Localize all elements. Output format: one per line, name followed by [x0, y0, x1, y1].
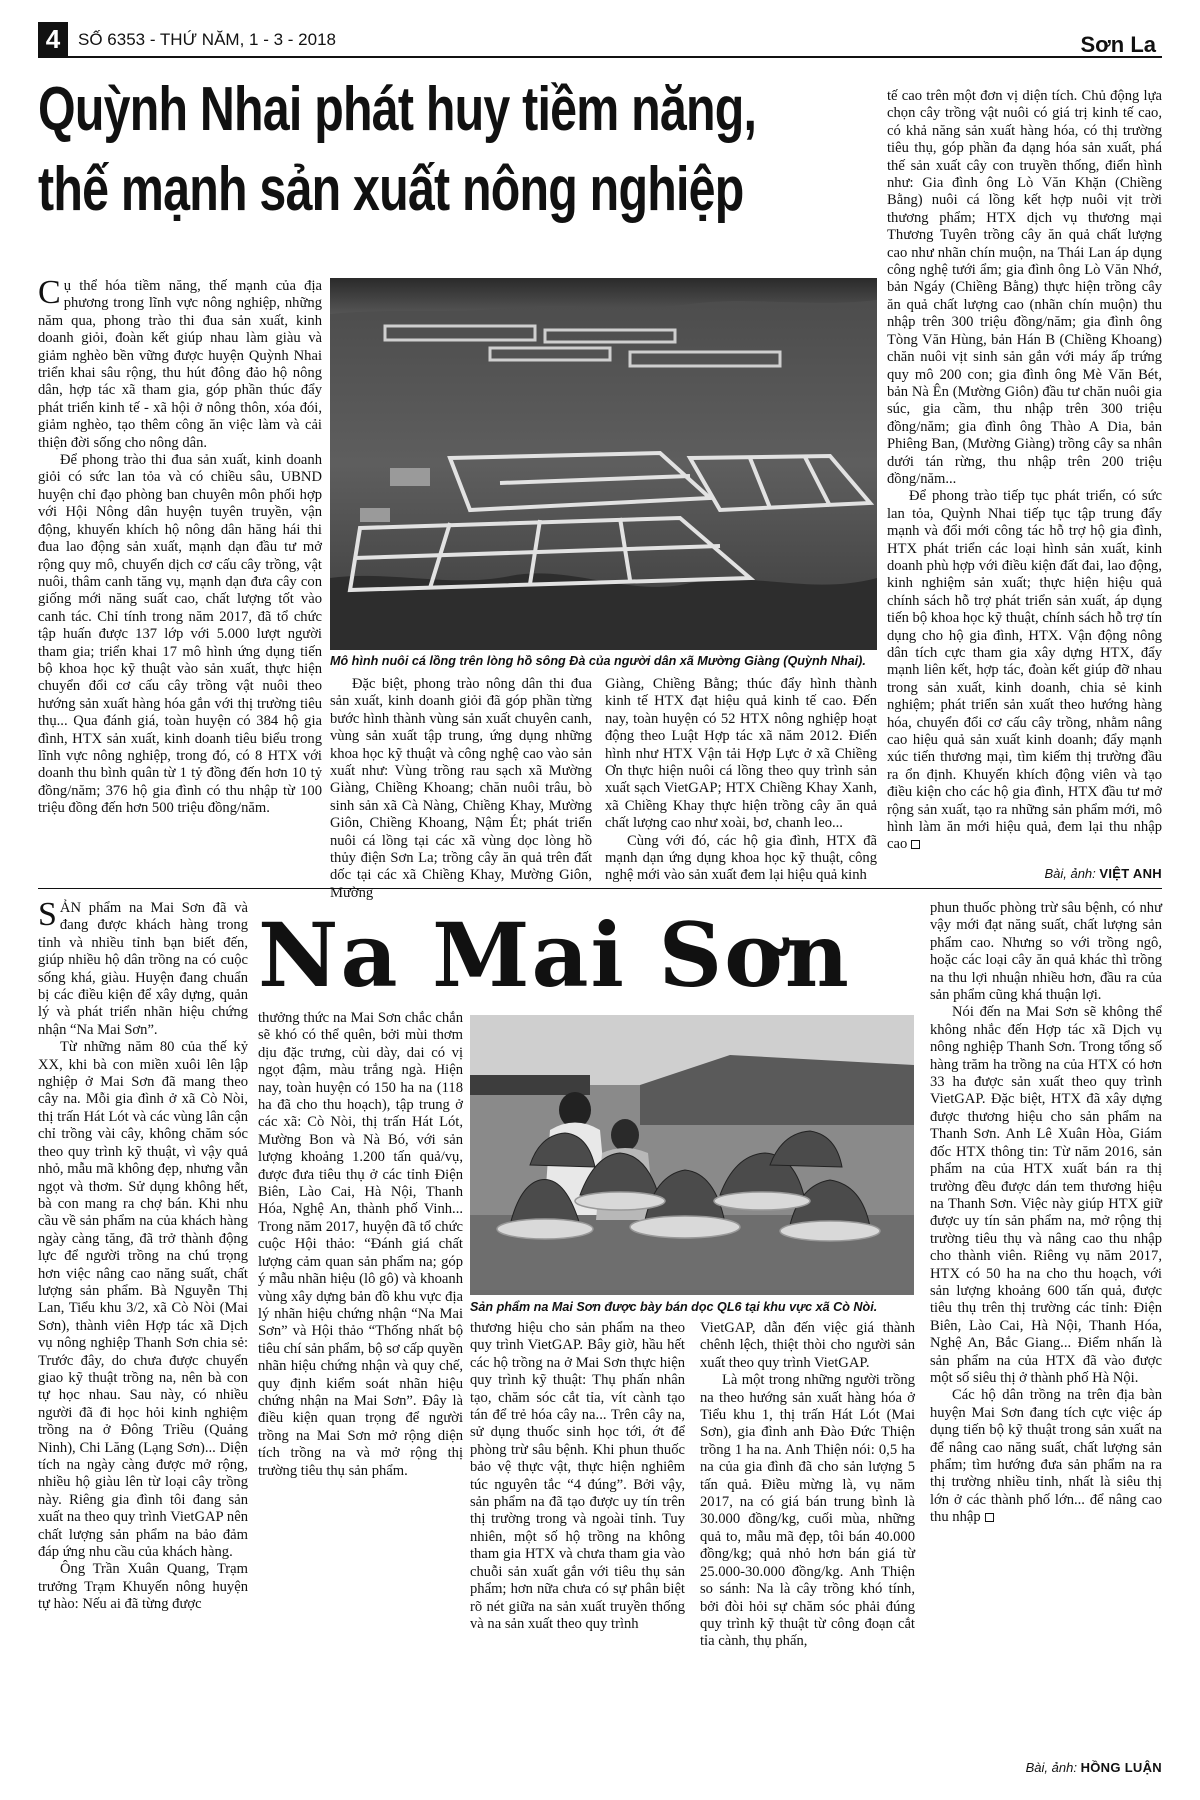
paragraph: SẢN phẩm na Mai Sơn đã và đang được khách hàng trong tỉnh và nhiều tỉnh bạn biết đến, giúp nhiều hộ dân trồng na có cuộc sống khá, giàu. Huyện đang chuẩn bị các điều kiện để xây dựng, quản lý và phát triển nhãn hiệu chứng nhận “Na Mai Sơn”.: [38, 896, 248, 1038]
article2-title: Na Mai Sơn: [258, 903, 851, 1007]
paragraph: thưởng thức na Mai Sơn chắc chắn sẽ khó có thể quên, bởi mùi thơm dịu đặc trưng, cùi dày, dai có vị ngọt đậm, màu trắng ngà. Hiện nay, toàn huyện có 150 ha na (118 ha đã cho thu hoạch), tập trung ở các xã: Cò Nòi, thị trấn Hát Lót, Mường Bon và Nà Bó, với sản lượng khoảng 1.200 tấn quả/vụ, được đưa tiêu thụ ở các tỉnh Điện Biên, Lào Cai, Hà Nội, Thanh Hóa, Nghệ An, thành phố Vinh... Trong năm 2017, huyện đã tổ chức cuộc Hội thảo: “Đánh giá chất lượng cảm quan sản phẩm na; góp ý mẫu nhãn hiệu (lô gô) và khoanh vùng xây dựng bản đồ khu vực địa lý nhãn hiệu chứng nhận “Na Mai Sơn” và Hội thảo “Thống nhất bộ tiêu chí sản phẩm, bộ sơ cấp quyền nhãn hiệu chứng nhận và quy chế, quy định kiểm soát nhãn hiệu chứng nhận na Mai Sơn”. Đây là điều kiện quan trọng để người trồng na Mai Sơn mở rộng diện tích trồng na và mở rộng thị trường tiêu thụ sản phẩm.: [258, 1010, 463, 1479]
end-mark-icon: [911, 840, 920, 849]
paragraph: thương hiệu cho sản phẩm na theo quy trình VietGAP. Bây giờ, hầu hết các hộ trồng na ở Mai Sơn thực hiện quy trình kỹ thuật: Thụ phấn nhân tạo, chăm sóc cắt tỉa, vít cành tạo tán để trẻ hóa cây na... Trên cây na, sử dụng thuốc sinh học tới, ớt để phòng trừ sâu bệnh. Khi phun thuốc bảo vệ thực vật, thực hiện nghiêm túc nguyên tắc “4 đúng”. Bởi vậy, sản phẩm na đã tạo được uy tín trên thị trường trong và ngoài tỉnh. Tuy nhiên, một số hộ trồng na không tham gia HTX và chưa tham gia vào chuỗi sản xuất gắn với tiêu thụ sản phẩm; hơn nữa chưa có sự phân biệt rõ nét giữa na sản xuất truyền thống và na sản xuất theo quy trình: [470, 1320, 685, 1632]
article2-byline: [930, 1760, 1162, 1775]
byline-author: HỒNG LUẬN: [1080, 1760, 1162, 1775]
paragraph: Để phong trào thi đua sản xuất, kinh doanh giỏi có sức lan tỏa và có chiều sâu, UBND huyện chỉ đạo phòng ban chuyên môn phối hợp với Hội Nông dân huyện tuyên truyền, vận động, khuyến khích hộ nông dân hăng hái thi đua lao động sản xuất, mạnh dạn đầu tư mở rộng quy mô, chuyển dịch cơ cấu cây trồng, vật nuôi, thâm canh tăng vụ, mạnh dạn đưa cây con giống mới năng suất cao, chất lượng tốt vào canh tác. Chỉ tính trong năm 2017, đã tổ chức tập huấn được 137 lớp với 5.000 lượt người tham gia; triển khai 17 mô hình ứng dụng tiến bộ khoa học kỹ thuật vào sản xuất, thực hiện chuyển đổi cơ cấu cây trồng vật nuôi theo hướng sản xuất hàng hóa gắn với thị trường tiêu thụ... Qua đánh giá, toàn huyện có 384 hộ gia đình, HTX sản xuất, kinh doanh tiêu biểu trong lĩnh vực nông nghiệp, trong đó, có 8 HTX với doanh thu bình quân từ 1 tỷ đồng đến hơn 10 tỷ đồng/năm; 376 hộ gia đình có thu nhập từ 100 triệu đồng đến hơn 500 triệu đồng/năm.: [38, 452, 322, 817]
page-number: 4: [38, 22, 68, 56]
article2-column-5: [930, 900, 1162, 1758]
article-divider: [38, 888, 1162, 889]
byline-prefix: Bài, ảnh:: [1025, 1760, 1077, 1775]
article1-photo-caption: Mô hình nuôi cá lồng trên lòng hồ sông Đà của người dân xã Mường Giàng (Quỳnh Nhai).: [330, 654, 866, 668]
paragraph: Ông Trần Xuân Quang, Trạm trưởng Trạm Khuyến nông huyện tự hào: Nếu ai đã từng được: [38, 1561, 248, 1613]
custard-apple-illustration: [470, 1015, 914, 1295]
article1-title-line1: Quỳnh Nhai phát huy tiềm năng,: [38, 75, 757, 144]
article1-title: [38, 70, 757, 230]
paragraph: Từ những năm 80 của thế kỷ XX, khi bà con miền xuôi lên lập nghiệp ở Mai Sơn đã mang theo cây na. Mỗi gia đình ở xã Cò Nòi, thị trấn Hát Lót và các vùng lân cận chỉ trồng vài cây, không chăm sóc theo quy trình kỹ thuật, vì vậy quả nhỏ, mẫu mã không đẹp, nhưng vẫn ngọt và thơm. Sử dụng không hết, bà con mang ra chợ bán. Khi nhu cầu về sản phẩm na của khách hàng ngày càng tăng, đã trở thành động lực để người trồng na chú trọng hơn việc nâng cao năng suất, chất lượng sản phẩm. Bà Nguyễn Thị Lan, Tiểu khu 3/2, xã Cò Nòi (Mai Sơn), thành viên Hợp tác xã Dịch vụ nông nghiệp Thanh Sơn chia sẻ: Trước đây, do chưa được chuyển giao kỹ thuật trồng na, nên bà con tự học nhau. Sau này, có nhiều người đã đi học hỏi kinh nghiệm trồng na ở Đông Triều (Quảng Ninh), Chi Lăng (Lạng Sơn)... Diện tích na ngày càng được mở rộng, nhiều hộ giàu lên từ loại cây trồng này. Riêng gia đình tôi đang sản xuất na theo quy trình VietGAP nên chất lượng sản phẩm na bảo đảm đáp ứng nhu cầu của khách hàng.: [38, 1039, 248, 1561]
article1-column-4: [887, 88, 1162, 866]
byline-author: VIỆT ANH: [1099, 866, 1162, 881]
page-header: [38, 22, 1162, 58]
paragraph: [887, 488, 1162, 854]
article1-column-2: [330, 676, 592, 901]
article2-column-1: [38, 896, 248, 1780]
issue-info: SỐ 6353 - THỨ NĂM, 1 - 3 - 2018: [78, 30, 336, 49]
paragraph-text: Để phong trào tiếp tục phát triển, có sức lan tỏa, Quỳnh Nhai tiếp tục tập trung đẩy mạnh và đổi mới công tác hỗ trợ hộ gia đình, HTX phát triển các loại hình sản xuất, kinh doanh phù hợp với điều kiện đất đai, lao động, kinh nghiệm sản xuất; thực hiện hiệu quả chính sách hỗ trợ phát triển sản xuất, áp dụng tiến bộ khoa học kỹ thuật, chính sách hỗ trợ tín dụng cho hộ gia đình, HTX. Vận động nông dân tích cực tham gia xây dựng HTX, đẩy mạnh liên kết, hợp tác, đoàn kết giúp đỡ nhau trong sản xuất, kinh doanh, chia sẻ kinh nghiệm; phát triển sản xuất theo hướng hàng hóa, chuyển đổi cơ cấu cây trồng, nhằm nâng cao hiệu quả sản xuất kinh doanh; đẩy mạnh xúc tiến thương mại, tìm kiếm thị trường đầu ra ổn định. Khuyến khích động viên và tạo điều kiện cho các hộ gia đình, HTX đầu tư mở rộng sản xuất, tạo ra những sản phẩm mới, mô hình làm ăn mới hiệu quả, đem lại thu nhập cao: [887, 488, 1162, 853]
article1-byline: [887, 866, 1162, 881]
paragraph: Nói đến na Mai Sơn sẽ không thể không nhắc đến Hợp tác xã Dịch vụ nông nghiệp Thanh Sơn. Trong tổng số hàng trăm ha trồng na của HTX có hơn 33 ha được sản xuất theo quy trình VietGAP. Đặc biệt, HTX đã xây dựng được thương hiệu cho sản phẩm na Thanh Sơn. Anh Lê Xuân Hòa, Giám đốc HTX thông tin: Từ năm 2016, sản phẩm na của HTX xuất bán ra thị trường đều được dán tem thương hiệu na Thanh Sơn. Việc này giúp HTX giữ được uy tín sản phẩm na, mở rộng thị trường tiêu thụ và nâng cao thu nhập cho thành viên. Riêng vụ năm 2017, HTX có 50 ha na cho thu hoạch, với sản lượng khoảng 600 tấn quả, được tiêu thụ trên thị trường các tỉnh: Điện Biên, Lào Cai, Hà Nội, Thanh Hóa, Nghệ An, Bắc Giang... Điểm nhấn là sản phẩm na của HTX đã vào được một số siêu thị ở thành phố Hà Nội.: [930, 1004, 1162, 1386]
byline-prefix: Bài, ảnh:: [1044, 866, 1096, 881]
fish-cage-illustration: [330, 278, 877, 650]
article2-column-2: [258, 1010, 463, 1479]
article1-title-line2: thế mạnh sản xuất nông nghiệp: [38, 155, 744, 224]
paragraph: Là một trong những người trồng na theo hướng sản xuất hàng hóa ở Tiểu khu 1, thị trấn Hát Lót (Mai Sơn), gia đình anh Đào Đức Thiện trồng 1 ha na. Anh Thiện nói: 0,5 ha na của gia đình đã cho sản lượng 5 tấn quả. Điều mừng là, vụ năm 2017, na có giá bán trung bình là 30.000 đồng/kg, cuối mùa, những quả to, mẫu mã đẹp, tôi bán 40.000 đồng/kg; quả nhỏ hơn bán giá từ 25.000-30.000 đồng/kg. Anh Thiện so sánh: Na là cây trồng khó tính, bởi đòi hỏi sự chăm sóc phải đúng quy trình kỹ thuật từ công đoạn cắt tỉa cành, thụ phấn,: [700, 1372, 915, 1650]
paragraph: tế cao trên một đơn vị diện tích. Chủ động lựa chọn cây trồng vật nuôi có giá trị kinh tế cao, có khả năng sản xuất hàng hóa, có thị trường tiêu thụ, góp phần đa dạng hóa sản xuất, phá thế sản xuất cây con truyền thống, điển hình như: Gia đình ông Lò Văn Khặn (Chiềng Bằng) nuôi cá lồng kết hợp nuôi vịt trời thương phẩm; HTX dịch vụ thương mại Thương Tuyên trồng cây ăn quả chất lượng cao như nhãn chín muộn, na Thái Lan áp dụng công nghệ tưới ẩm; gia đình ông Lò Văn Nhớ, bản Ngáy (Chiềng Bằng) thực hiện trồng cây ăn quả chất lượng cao (nhãn chín muộn) thu nhập trên 300 triệu đồng/năm; gia đình ông Tòng Văn Hùng, bản Hán B (Chiềng Khoang) chăn nuôi vịt sinh sản gắn với máy ấp trứng quy mô 200 con; gia đình ông Mè Văn Bét, bản Nà Ên (Mường Giôn) đầu tư chăn nuôi gia súc, gia cầm, thu nhập trên 300 triệu đồng/năm; gia đình ông Thào A Dia, bản Phiêng Ban, (Mường Giàng) trồng cây sa nhân dưới tán rừng, thu nhập trên 200 triệu đồng/năm...: [887, 88, 1162, 487]
paragraph-text: Các hộ dân trồng na trên địa bàn huyện Mai Sơn đang tích cực việc áp dụng tiến bộ kỹ thuật trong sản xuất na để nâng cao năng suất, chất lượng sản phẩm; tìm hướng đưa sản phẩm na ra thị trường nhiều tỉnh, nhất là siêu thị lớn ở các thành phố lớn... để nâng cao thu nhập: [930, 1387, 1162, 1526]
article1-column-3: [605, 676, 877, 884]
fish-cage-photo: [330, 278, 877, 650]
article2-column-4: [700, 1320, 915, 1780]
paragraph: [930, 1387, 1162, 1526]
article2-photo-caption: Sản phẩm na Mai Sơn được bày bán dọc QL6 tại khu vực xã Cò Nòi.: [470, 1300, 878, 1314]
end-mark-icon: [985, 1513, 994, 1522]
paragraph: VietGAP, dẫn đến việc giá thành chênh lệch, thiệt thòi cho người sản xuất theo quy trình VietGAP.: [700, 1320, 915, 1371]
paragraph: phun thuốc phòng trừ sâu bệnh, có như vậy mới đạt năng suất, chất lượng sản phẩm cao. Nhưng so với trồng ngô, hoặc các loại cây ăn quả khác thì trồng na thu lợi nhuận nhiều hơn, đầu ra của sản phẩm cũng khá thuận lợi.: [930, 900, 1162, 1004]
article2-column-3: [470, 1320, 685, 1780]
paragraph: Đặc biệt, phong trào nông dân thi đua sản xuất, kinh doanh giỏi đã góp phần từng bước hình thành vùng sản xuất chuyên canh, vùng sản xuất tập trung, ứng dụng những khoa học kỹ thuật và công nghệ cao vào sản xuất như: Vùng trồng rau sạch xã Mường Giàng, Chiềng Khoang; chăn nuôi trâu, bò sinh sản xã Cà Nàng, Chiềng Khay, Mường Giôn, Chiềng Khoang, Nậm Ét; phát triển nuôi cá lồng tại các xã vùng dọc lòng hồ thủy điện Sơn La; trồng cây ăn quả trên đất dốc tại các xã Chiềng Khay, Mường Giôn, Mường: [330, 676, 592, 901]
paragraph: Cụ thể hóa tiềm năng, thế mạnh của địa phương trong lĩnh vực nông nghiệp, những năm qua, phong trào thi đua sản xuất, kinh doanh giỏi, đoàn kết giúp nhau làm giàu và giảm nghèo bền vững được huyện Quỳnh Nhai triển khai sâu rộng, thu hút đông đảo hộ nông dân, hợp tác xã tham gia, góp phần thúc đẩy phát triển kinh tế - xã hội ở nông thôn, xóa đói, giảm nghèo, tạo thêm công ăn việc làm và cải thiện đời sống cho nông dân.: [38, 274, 322, 451]
section-name: Sơn La: [1080, 32, 1156, 57]
custard-apple-photo: [470, 1015, 914, 1295]
paragraph: Cùng với đó, các hộ gia đình, HTX đã mạnh dạn ứng dụng khoa học kỹ thuật, công nghệ mới vào sản xuất đem lại hiệu quả kinh: [605, 832, 877, 884]
paragraph: Giàng, Chiềng Bằng; thúc đẩy hình thành kinh tế HTX đạt hiệu quả kinh tế cao. Đến nay, toàn huyện có 52 HTX nông nghiệp hoạt động theo Luật Hợp tác xã năm 2012. Điển hình như HTX Vận tải Hợp Lực ở xã Chiềng Ơn thực hiện nuôi cá lồng theo quy trình sản xuất sạch VietGAP; HTX Chiềng Khay Xanh, xã Chiềng Khay thực hiện trồng cây ăn quả chất lượng cao như xoài, bơ, chanh leo...: [605, 676, 877, 832]
article1-column-1: [38, 274, 322, 878]
